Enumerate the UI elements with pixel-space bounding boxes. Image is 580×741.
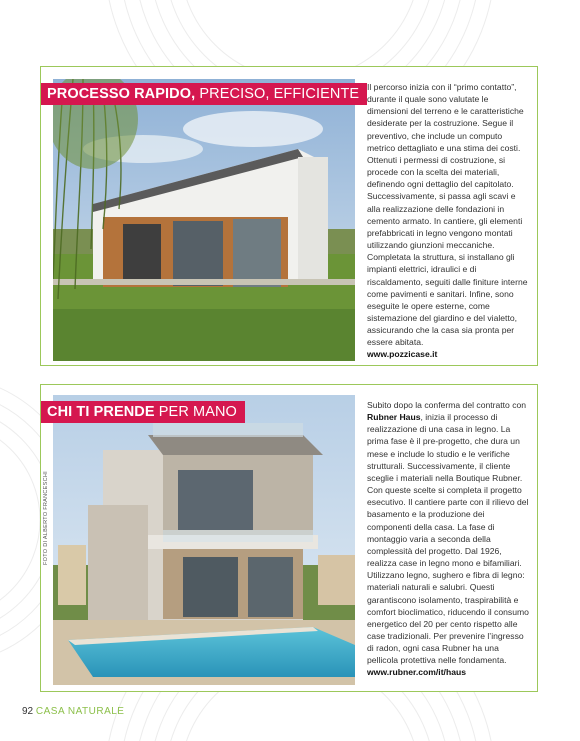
article-body: Il percorso inizia con il “primo contatto”, durante il quale sono valutate le dimensioni del terreno e le caratteristiche desiderate per la costruzione. Segue il preventivo, che include un computo metrico dettagliato e una stima dei costi. Ottenuti i permessi di costruzione, si procede con la scelta dei materiali, definendo ogni dettaglio del capitolato. Successivamente, si passa agli scavi e alla realizzazione delle fondazioni in cemento armato. In cantiere, gli elementi prefabbricati in legno vengono montati utilizzando giunzioni meccaniche. Completata la struttura, si installano gli impianti elettrici, idraulici e di riscaldamento, seguiti dalle finiture interne come pavimenti e sanitari. Infine, sono eseguite le opere esterne, come sistemazione del giardino e del vialetto, assicurando che la casa sia pronta per essere abitata. [367,82,528,348]
house-photo-wood [53,79,355,361]
article-text [367,81,531,361]
title-bold: CHI TI PRENDE [47,404,155,420]
magazine-name: CASA NATURALE [35,706,125,717]
house-photo-pool [53,395,355,685]
article-url-link[interactable]: www.pozzicase.it [367,349,438,360]
article-box-processo [40,66,538,366]
section-title-banner [41,83,367,105]
article-body: , inizia il processo di realizzazione di una casa in legno. La prima fase è il pre-progetto, che dura un mese e include lo studio e le verifiche strutturali. Successivamente, il cliente sceglie i materiali nella Boutique Rubner. Con queste scelte si completa il progetto esecutivo. Il cantiere parte con il rilievo del basamento e la produzione dei componenti della casa. La fase di montaggio varia a seconda della complessità del progetto. Dal 1926, realizza case in legno mono e bifamiliari. Utilizzano legno, sughero e fibra di legno: materiali naturali e salubri. Questi garantiscono isolamento, traspirabilità e comfort bioclimatico, riducendo il consumo energetico del 20 per cento rispetto alle case tradizionali. Per prevenire l’ingresso di radon, ogni casa Rubner ha una pellicola protettiva nelle fondamenta. [367,412,529,666]
article-body-intro: Subito dopo la conferma del contratto con [367,400,527,410]
article-text [367,399,531,679]
photo-credit: FOTO DI ALBERTO FRANCESCHI [43,471,49,565]
page-footer [22,706,124,717]
title-bold: PROCESSO RAPIDO, [47,86,196,102]
article-url-link[interactable]: www.rubner.com/it/haus [367,667,467,678]
title-rest: PRECISO, EFFICIENTE [195,86,360,102]
title-rest: PER MANO [154,404,237,420]
page-number: 92 [22,706,34,717]
section-title-banner [41,401,245,423]
brand-name: Rubner Haus [367,412,421,423]
article-box-rubner [40,384,538,692]
